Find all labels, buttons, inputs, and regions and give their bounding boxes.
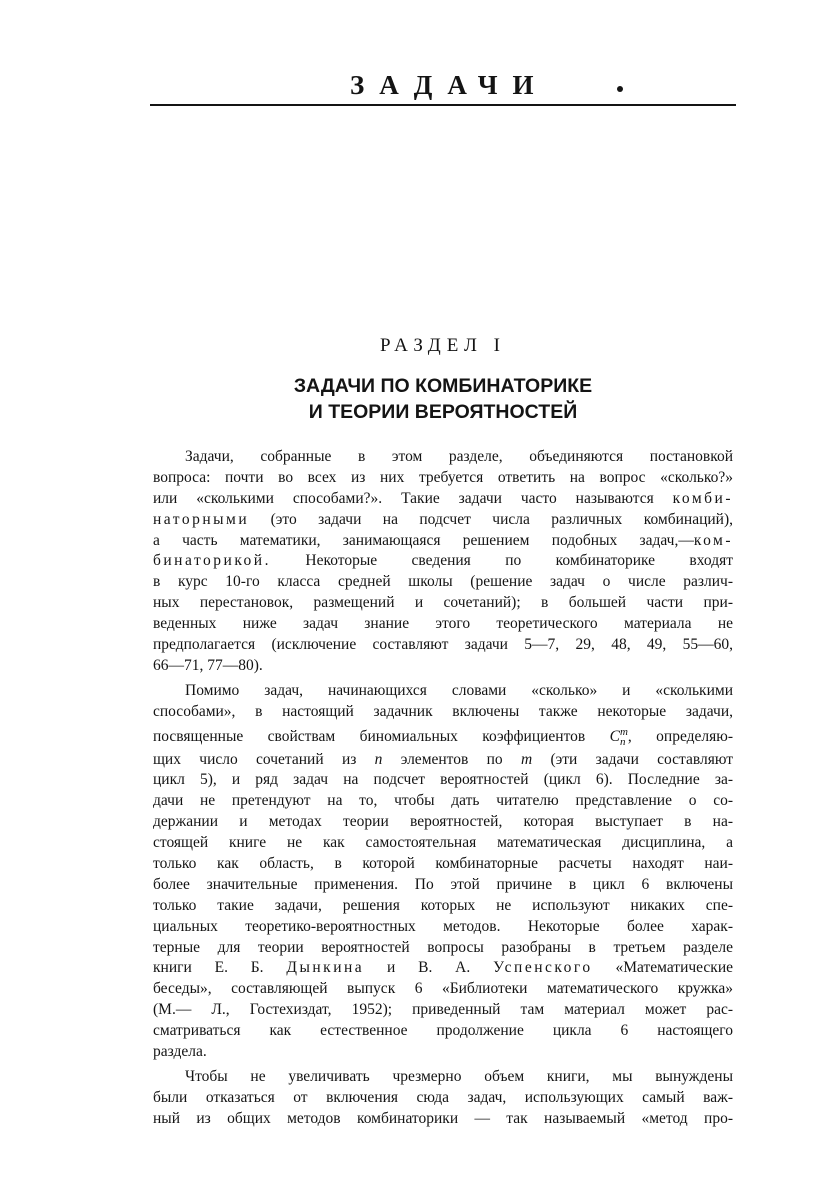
paragraph-line: были отказаться от включения сюда задач, использующих самый важ- bbox=[153, 1088, 733, 1106]
paragraph-line: только такие задачи, решения которых не используют никаких спе- bbox=[153, 896, 733, 914]
paragraph-line: (М.— Л., Гостехиздат, 1952); приведенный там материал может рас- bbox=[153, 1001, 733, 1019]
paragraph-line: терные для теории вероятностей вопросы разобраны в третьем разделе bbox=[153, 938, 733, 956]
paragraph-line: ных перестановок, размещений и сочетаний); в большей части при- bbox=[153, 594, 733, 612]
paragraph-line: 66—71, 77—80). bbox=[153, 656, 263, 674]
paragraph-line: цикл 5), и ряд задач на подсчет вероятностей (цикл 6). Последние за- bbox=[153, 771, 733, 789]
paragraph-line: держании и методах теории вероятностей, которая выступает в на- bbox=[153, 813, 733, 831]
paragraph-line bbox=[153, 723, 733, 750]
paragraph-line: сматриваться как естественное продолжение цикла 6 настоящего bbox=[153, 1022, 733, 1040]
running-head-bullet bbox=[617, 86, 623, 92]
paragraph-line bbox=[153, 551, 733, 572]
running-head-title: ЗАДАЧИ bbox=[350, 70, 549, 100]
section-title-line-2: И ТЕОРИИ ВЕРОЯТНОСТЕЙ bbox=[308, 401, 578, 423]
paragraph-line: более значительные применения. По этой причине в цикл 6 включены bbox=[153, 875, 733, 893]
paragraph-line: циальных теоретико-вероятностных методов. Некоторые более харак- bbox=[153, 917, 733, 935]
section-label: РАЗДЕЛ I bbox=[379, 335, 507, 356]
text-segment: книги Е. Б. bbox=[153, 959, 264, 977]
spaced-term: Дынкина bbox=[286, 959, 365, 977]
paragraph-line bbox=[153, 489, 733, 510]
spaced-term: комби- bbox=[672, 489, 734, 507]
text-segment: «Математические bbox=[615, 959, 734, 977]
text-segment: щих число сочетаний из bbox=[153, 750, 357, 768]
paragraph-line: веденных ниже задач знание этого теоретического материала не bbox=[153, 615, 733, 633]
paragraph-line: способами», в настоящий задачник включены также некоторые задачи, bbox=[153, 702, 733, 720]
text-segment: , определяю- bbox=[627, 727, 733, 745]
text-segment: элементов по bbox=[400, 750, 503, 768]
paragraph-line: в курс 10-го класса средней школы (решение задач о числе различ- bbox=[153, 573, 733, 591]
text-segment: (это задачи на подсчет числа различных комбинаций), bbox=[270, 510, 733, 528]
text-segment: а часть математики, занимающаяся решением подобных задач,— bbox=[153, 531, 694, 549]
binomial-coefficient bbox=[609, 726, 628, 749]
math-base: C bbox=[609, 727, 620, 745]
paragraph-line bbox=[153, 958, 733, 979]
paragraph-line: Чтобы не увеличивать чрезмерно объем книги, мы вынуждены bbox=[185, 1067, 733, 1085]
spaced-term: бинаторикой. bbox=[153, 552, 271, 570]
text-segment: и В. А. bbox=[387, 959, 471, 977]
spaced-term: Успенского bbox=[493, 959, 593, 977]
math-variable: n bbox=[374, 750, 383, 768]
text-segment: Некоторые сведения по комбинаторике входят bbox=[305, 552, 734, 570]
running-head-rule bbox=[150, 104, 736, 106]
section-title-line-1: ЗАДАЧИ ПО КОМБИНАТОРИКЕ bbox=[293, 375, 593, 397]
math-subscript: n bbox=[619, 736, 626, 749]
paragraph-line: дачи не претендуют на то, чтобы дать читателю представление о со- bbox=[153, 792, 733, 810]
math-variable: m bbox=[520, 750, 533, 768]
paragraph-line: раздела. bbox=[153, 1043, 207, 1061]
math-superscript: m bbox=[619, 726, 628, 739]
text-segment: или «сколькими способами?». Такие задачи часто называются bbox=[153, 489, 654, 507]
paragraph-line: Помимо задач, начинающихся словами «сколько» и «сколькими bbox=[185, 681, 733, 699]
paragraph-line bbox=[153, 750, 733, 771]
paragraph-line: предполагается (исключение составляют задачи 5—7, 29, 48, 49, 55—60, bbox=[153, 636, 733, 654]
text-segment: (эти задачи составляют bbox=[550, 750, 734, 768]
body-text bbox=[153, 447, 733, 1130]
paragraph-line: вопроса: почти во всех из них требуется ответить на вопрос «сколько?» bbox=[153, 468, 733, 486]
paragraph-line bbox=[153, 531, 733, 552]
paragraph-line: ный из общих методов комбинаторики — так называемый «метод про- bbox=[153, 1109, 733, 1127]
text-segment: посвященные свойствам биномиальных коэффициентов bbox=[153, 727, 586, 745]
paragraph-line: стоящей книге не как самостоятельная математическая дисциплина, а bbox=[153, 834, 733, 852]
running-head bbox=[150, 66, 736, 106]
paragraph-line: Задачи, собранные в этом разделе, объединяются постановкой bbox=[185, 448, 733, 465]
paragraph-line bbox=[153, 510, 733, 531]
spaced-term: наторными bbox=[153, 510, 250, 528]
paragraph-line: беседы», составляющей выпуск 6 «Библиотеки математического кружка» bbox=[153, 980, 733, 998]
spaced-term: ком- bbox=[693, 531, 733, 549]
paragraph-line: только как область, в которой комбинаторные расчеты находят наи- bbox=[153, 855, 733, 873]
